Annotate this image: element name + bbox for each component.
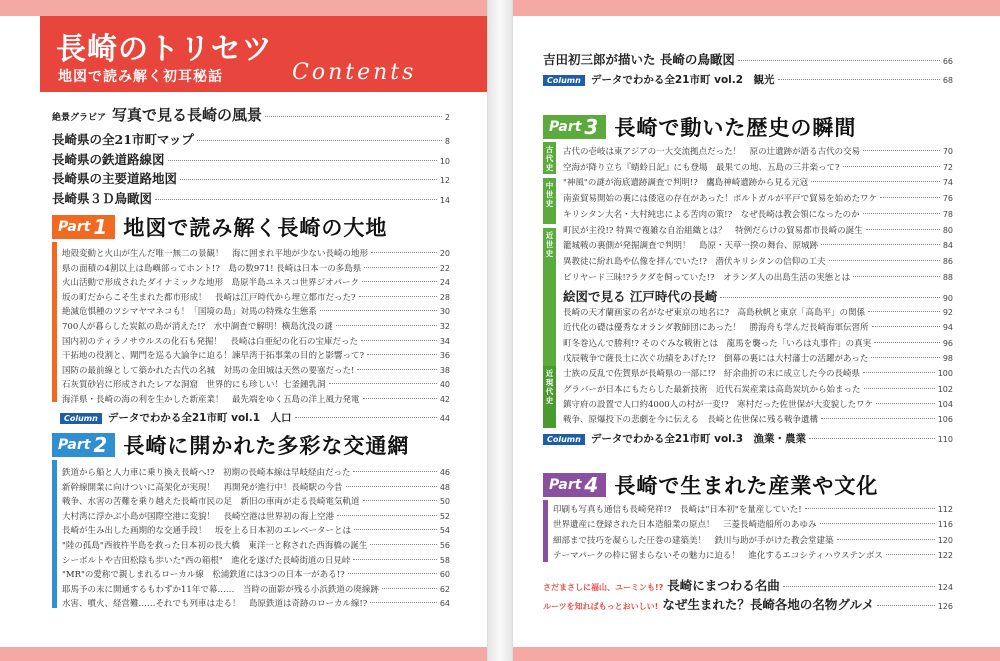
leader-dots <box>863 372 935 373</box>
toc-row-title: "MR"の愛称で親しまれるローカル線 松浦鉄道には3つの日本一がある!? <box>62 570 345 581</box>
toc-row-title: 戦争、原爆投下の悲劇を今に伝える 長崎と佐世保に残る戦争遺構 <box>563 415 819 426</box>
page-number: 24 <box>439 278 450 288</box>
toc-row[interactable] <box>62 335 450 347</box>
toc-row[interactable] <box>62 291 450 303</box>
leader-dots <box>837 539 935 540</box>
toc-row[interactable] <box>553 518 953 530</box>
page-number: 92 <box>942 308 953 317</box>
toc-row-title: 絵図で見る 江戸時代の長崎 <box>563 289 718 304</box>
part4-bar <box>543 500 548 562</box>
toc-row-gravure[interactable] <box>52 104 450 125</box>
page-number: 28 <box>439 292 450 302</box>
page-number: 72 <box>942 162 953 172</box>
part-label: Part <box>58 219 91 235</box>
page-number: 64 <box>439 599 450 609</box>
page-number: 2 <box>444 113 450 122</box>
toc-row[interactable] <box>62 393 450 405</box>
leader-dots <box>877 605 935 606</box>
page-top-bar <box>513 0 1000 16</box>
toc-row-title: 坂の町だからこそ生まれた都市形成！ 長崎は江戸時代から埋立都市だった? <box>62 292 356 303</box>
part3-tag <box>543 115 606 139</box>
page-top-bar <box>0 0 487 16</box>
toc-row[interactable] <box>543 576 953 594</box>
leader-dots <box>829 260 940 261</box>
toc-row-title: ビリヤード三昧!?ラクダを飼っていた!? オランダ人の出島生活の実態とは <box>563 272 851 283</box>
toc-row[interactable] <box>563 161 953 173</box>
right-page <box>512 0 1000 661</box>
page-number: 86 <box>942 256 953 266</box>
part-label: Part <box>549 477 582 493</box>
page-number: 88 <box>942 272 953 282</box>
part-number: 2 <box>93 433 108 457</box>
part1-bar <box>52 242 57 402</box>
toc-row-title: 700人が暮らした炭鉱の島が消えた!? 水中調査で解明！横島沈没の謎 <box>62 322 333 332</box>
column-badge: Column <box>543 75 585 86</box>
toc-row-title: 士族の反乱で佐賀県が長崎県の一部に!? 紆余曲折の末に成立した今の長崎県 <box>563 369 860 380</box>
toc-row[interactable] <box>62 524 450 536</box>
toc-row[interactable] <box>563 255 953 267</box>
page-number: 8 <box>444 137 450 146</box>
leader-dots <box>821 418 935 419</box>
toc-row[interactable] <box>563 176 953 188</box>
leader-dots <box>872 326 940 327</box>
toc-row[interactable] <box>62 495 450 507</box>
part2-bar <box>52 460 57 608</box>
toc-row[interactable] <box>563 398 953 410</box>
toc-row[interactable] <box>553 503 953 515</box>
page-number: 34 <box>439 336 450 346</box>
toc-row[interactable] <box>563 192 953 204</box>
toc-row-title: 町冬巻込んで勝利!? そのぐみな戦術とは 龍馬を襲った「いろは丸事件」の真実 <box>563 338 872 349</box>
leader-dots <box>853 276 940 277</box>
toc-row[interactable] <box>62 597 450 609</box>
part3-title: 長崎で動いた歴史の瞬間 <box>614 115 857 140</box>
toc-row-title: "神風"の謎が海底遺跡調査で判明!? 鷹島神崎遺跡から見る元寇 <box>563 178 809 189</box>
page-number: 44 <box>439 414 450 423</box>
page-number: 36 <box>439 351 450 361</box>
toc-row[interactable] <box>62 554 450 566</box>
leader-dots <box>868 311 940 312</box>
toc-row-title: "陸の孤島"西彼杵半島を救った日本初の長大橋 東洋一と称された西海橋の誕生 <box>62 541 368 551</box>
part1-heading <box>52 212 387 242</box>
toc-row-title: グラバーが日本にもたらした最新技術 近代石炭産業は高島炭坑から始まった <box>563 384 861 395</box>
column-title: データでわかる全21市町 vol.3 漁業・農業 <box>590 433 807 445</box>
toc-row[interactable] <box>62 378 450 390</box>
page-number: 110 <box>937 435 953 444</box>
part4-heading <box>543 470 878 500</box>
leader-dots <box>805 508 935 509</box>
toc-header <box>40 16 488 92</box>
toc-row[interactable] <box>62 568 450 580</box>
toc-row[interactable] <box>563 208 953 220</box>
toc-row[interactable] <box>62 305 450 317</box>
page-number: 46 <box>439 468 450 477</box>
leader-dots <box>738 60 940 61</box>
toc-row-title: 大村湾に浮かぶ小島が国際空港に変貌！ 長崎空港は世界初の海上空港 <box>62 511 335 522</box>
left-page <box>0 0 488 661</box>
part2-tag <box>52 433 115 457</box>
part2-title: 長崎に開かれた多彩な交通網 <box>123 433 410 458</box>
toc-row-title: 県の面積の4割以上は島嶼部ってホント!? 島の数971! 長崎は日本一の多島県 <box>62 263 362 274</box>
toc-row-title: 水害、噴火、経営難……それでも列車は走る！ 島原鉄道は奇跡のローカル線!? <box>62 599 368 610</box>
leader-dots <box>843 166 940 167</box>
page-number: 22 <box>439 263 450 273</box>
toc-row-title: 国防の最前線として築かれた古代の名城 対馬の金田城は天然の要塞だった! <box>62 365 355 376</box>
toc-row[interactable] <box>563 337 953 349</box>
toc-row[interactable] <box>553 534 953 546</box>
leader-dots <box>346 486 437 487</box>
toc-row[interactable] <box>62 247 450 259</box>
toc-row-title: 近代化の礎は優秀なオランダ教師団にあった！ 勝海舟も学んだ長崎海軍伝習所 <box>563 323 869 334</box>
toc-row[interactable] <box>543 50 953 68</box>
leader-dots <box>353 559 436 560</box>
page-number: 96 <box>942 338 953 348</box>
toc-row-title: 新幹線開業に向けついに高架化が実現！ 再開発が進行中！長崎駅の今昔 <box>62 482 343 493</box>
part-label: Part <box>58 437 91 453</box>
toc-row[interactable] <box>62 583 450 595</box>
toc-row-title: 世界遺産に登録された日本造船業の原点！ 三菱長崎造船所のあゆみ <box>553 520 817 531</box>
page-number: 56 <box>439 541 450 550</box>
toc-row-title: 海洋県・長崎の海の利を生かした新産業！ 最先端をゆく五島の洋上風力発電 <box>62 395 360 405</box>
toc-row-title: 異教徒に紛れ島や仏像を拝んでいた!? 潜伏キリシタンの信仰の工夫 <box>563 256 826 267</box>
page-number: 122 <box>937 550 953 560</box>
book-subtitle: 地図で読み解く初耳秘話 <box>58 69 223 85</box>
page-number: 80 <box>942 225 953 235</box>
toc-row-title: 火山活動で形成されたダイナミックな地形 島原半島ユネスコ世界ジオパーク <box>62 278 359 289</box>
era-label-early-modern: 近世史 <box>543 228 556 414</box>
page-number: 100 <box>937 369 953 379</box>
page-number: 48 <box>439 482 450 492</box>
leader-dots <box>811 181 940 182</box>
leader-dots <box>821 244 940 245</box>
leader-dots <box>778 79 940 80</box>
toc-row[interactable] <box>563 367 953 379</box>
toc-row-title: 吉田初三郎が描いた 長崎の鳥瞰図 <box>543 52 735 67</box>
era-label-modern: 近現代史 <box>543 366 556 428</box>
part4-number: 4 <box>584 473 599 497</box>
toc-row-title: 長崎県の全21市町マップ <box>52 132 194 147</box>
leader-dots <box>864 388 935 389</box>
part-number: 3 <box>584 115 599 139</box>
toc-row-title: 長崎県の鉄道路線図 <box>52 151 165 167</box>
part2-heading <box>52 430 409 460</box>
page-number: 62 <box>439 584 450 594</box>
leader-dots <box>363 398 437 399</box>
toc-row[interactable] <box>62 466 450 478</box>
toc-row-title: 地殻変動と火山が生んだ唯一無二の景観！ 海に囲まれ平地が少ない長崎の地形 <box>62 249 369 259</box>
toc-row-title: 干拓地の役割と、閘門を巡る大論争に迫る！諫早湾干拓事業の目的と影響って? <box>62 351 365 362</box>
toc-row-highlight[interactable] <box>563 287 953 305</box>
leader-dots <box>880 197 940 198</box>
era-label-medieval: 中世史 <box>543 178 556 224</box>
leader-dots <box>265 116 442 117</box>
part4-title: 長崎で生まれた産業や文化 <box>614 473 879 498</box>
leader-dots <box>371 252 437 253</box>
leader-dots <box>820 523 935 524</box>
part1-tag <box>52 215 115 239</box>
toc-row[interactable] <box>52 150 450 168</box>
page-number: 84 <box>942 241 953 251</box>
leader-dots <box>155 199 437 200</box>
toc-row-title: なぜ生まれた？長崎各地の名物グルメ <box>662 596 875 612</box>
toc-row[interactable] <box>563 145 953 157</box>
leader-dots <box>295 417 437 418</box>
page-number: 20 <box>439 249 450 258</box>
page-number: 40 <box>439 380 450 390</box>
column-badge: Column <box>543 434 585 445</box>
leader-dots <box>329 383 437 384</box>
page-number: 60 <box>439 570 450 580</box>
leader-dots <box>364 267 437 268</box>
toc-row[interactable] <box>52 130 450 148</box>
page-number: 104 <box>937 399 953 409</box>
toc-row-title: 長崎県３Ｄ鳥瞰図 <box>52 190 153 206</box>
toc-row[interactable] <box>62 364 450 376</box>
page-number: 126 <box>937 601 953 611</box>
page-number: 10 <box>439 156 450 166</box>
toc-row[interactable] <box>563 271 953 283</box>
toc-row-title: 鎮守府の設置で人口約4000人の村が一変!? 寒村だった佐世保が大変貌したワケ <box>563 399 874 410</box>
toc-row-title: 長崎が生み出した画期的な交通手段！ 坂を上る日本初のエレベーターとは <box>62 526 352 537</box>
toc-row[interactable] <box>563 383 953 395</box>
toc-row-title: シーボルトや吉田松陰も歩いた"西の箱根" 進化を遂げた長崎街道の日見峠 <box>62 555 351 566</box>
page-number: 70 <box>942 147 953 156</box>
toc-row-title: 長崎の天才蘭画家の名がなぜ東京の地名に? 高島秋帆と東京「高島平」の関係 <box>563 308 866 318</box>
leader-dots <box>866 229 940 230</box>
page-number: 42 <box>439 395 450 404</box>
leader-dots <box>197 140 442 141</box>
page-number: 102 <box>937 384 953 394</box>
toc-row-prefix: さだまさしに福山、ユーミンも!? <box>543 583 664 592</box>
toc-row-title: 古代の壱岐は東アジアの一大交流拠点だった！ 原の辻遺跡が語る古代の交易 <box>563 147 861 157</box>
toc-row-title: 絶滅危惧種のツシマヤマネコも！「国境の島」対馬の特殊な生態系 <box>62 307 317 318</box>
toc-row[interactable] <box>563 239 953 251</box>
column-badge: Column <box>60 413 102 424</box>
toc-row[interactable] <box>62 320 450 332</box>
part-number: 1 <box>93 215 108 239</box>
toc-row-title: 南蛮貿易開始の裏には倭寇の存在があった！ポルトガルが平戸で貿易を始めたワケ <box>563 194 878 205</box>
leader-dots <box>809 438 935 439</box>
leader-dots <box>168 160 437 161</box>
toc-row[interactable] <box>563 413 953 425</box>
page-number: 30 <box>439 307 450 317</box>
leader-dots <box>362 281 437 282</box>
leader-dots <box>370 544 436 545</box>
toc-row-title: 町民が主役!? 特異で複雑な自治組織とは？ 特例だらけの貿易都市長崎の誕生 <box>563 225 863 236</box>
part3-heading <box>543 112 856 142</box>
toc-row[interactable] <box>563 352 953 364</box>
page-number: 50 <box>439 497 450 507</box>
toc-row[interactable] <box>62 262 450 274</box>
toc-row-column2[interactable] <box>543 72 953 87</box>
book-title: 長崎のトリセツ <box>56 32 273 67</box>
leader-dots <box>874 342 940 343</box>
page-number: 38 <box>439 365 450 375</box>
page-number: 94 <box>942 323 953 333</box>
toc-row-title: 籠城戦の裏側が発掘調査で判明！ 島原・天草一揆の舞台、原城跡 <box>563 241 819 252</box>
part-label: Part <box>549 119 582 135</box>
part4-tag <box>543 473 606 497</box>
toc-row-title: 写真で見る長崎の風景 <box>112 106 263 124</box>
leader-dots <box>348 573 437 574</box>
toc-row[interactable] <box>62 481 450 493</box>
leader-dots <box>370 602 437 603</box>
toc-row[interactable] <box>62 276 450 288</box>
era-label-ancient: 古代史 <box>543 142 556 174</box>
toc-row-column3[interactable] <box>543 431 953 446</box>
page-number: 76 <box>942 194 953 204</box>
toc-row[interactable] <box>543 595 953 613</box>
book-gutter <box>488 0 512 661</box>
leader-dots <box>320 310 437 311</box>
leader-dots <box>354 529 437 530</box>
page-number: 112 <box>937 505 953 514</box>
toc-row[interactable] <box>563 224 953 236</box>
toc-row-title: 国内初のティラノサウルスの化石も発掘！ 長崎は白亜紀の化石の宝庫だった <box>62 336 359 347</box>
leader-dots <box>871 357 939 358</box>
leader-dots <box>357 369 436 370</box>
leader-dots <box>863 213 940 214</box>
toc-row-title: テーマパークの枠に留まらないその魅力に迫る！ 進化するエコシティハウステンボス <box>553 550 883 561</box>
toc-row-title: 石灰質砂岩に形成されたレアな洞窟 世界的にも珍しい！七釜鍾乳洞 <box>62 380 326 391</box>
leader-dots <box>359 296 437 297</box>
toc-row-title: 空海が降り立ち『蜻蛉日記』にも登場 最果ての地、五島の三井楽って? <box>563 162 840 173</box>
leader-dots <box>886 554 935 555</box>
page-number: 120 <box>937 535 953 545</box>
toc-row-title: 戦争、水害の苦難を乗り越えた長崎市民の足 新旧の車両が走る長崎電気軌道 <box>62 497 360 508</box>
page-number: 124 <box>937 583 953 592</box>
toc-row-title: 長崎にまつわる名曲 <box>667 578 780 593</box>
column-title: データでわかる全21市町 vol.2 観光 <box>590 74 775 86</box>
leader-dots <box>363 500 437 501</box>
page-number: 116 <box>937 520 953 530</box>
page-number: 14 <box>439 195 450 205</box>
column-title: データでわかる全21市町 vol.1 人口 <box>107 412 292 424</box>
leader-dots <box>361 340 437 341</box>
toc-row[interactable] <box>62 349 450 361</box>
leader-dots <box>382 588 437 589</box>
page-number: 106 <box>937 415 953 425</box>
leader-dots <box>180 179 437 180</box>
toc-row[interactable] <box>563 306 953 318</box>
page-number: 58 <box>439 555 450 565</box>
leader-dots <box>876 403 935 404</box>
toc-row[interactable] <box>62 510 450 522</box>
toc-row[interactable] <box>62 539 450 551</box>
leader-dots <box>783 586 935 587</box>
toc-row-title: 長崎県の主要道路地図 <box>52 171 178 186</box>
leader-dots <box>367 354 437 355</box>
page-number: 78 <box>942 209 953 219</box>
toc-row[interactable] <box>52 169 450 187</box>
toc-row-column1[interactable] <box>60 410 450 425</box>
toc-row-title: 印刷も写真も通信も長崎発祥!? 長崎は"日本初"を量産していた! <box>553 505 802 515</box>
page-number: 12 <box>439 176 450 185</box>
toc-row[interactable] <box>563 321 953 333</box>
leader-dots <box>720 297 939 298</box>
toc-row-title: キリシタン大名・大村純忠による苦肉の策!? なぜ長崎は教会領になったのか <box>563 209 860 220</box>
toc-row[interactable] <box>52 189 450 207</box>
toc-row-title: 細部まで技巧を凝らした圧巻の建築美！ 鉄川与助が手がけた教会堂建築 <box>553 535 834 546</box>
leader-dots <box>353 471 436 472</box>
toc-row-prefix: ルーツを知ればもっとおいしい! <box>543 601 659 611</box>
leader-dots <box>863 150 940 151</box>
page-number: 54 <box>439 526 450 536</box>
contents-label: Contents <box>292 60 417 85</box>
page-number: 68 <box>942 76 953 85</box>
toc-row-title: 耶馬予の末に開通するもわずか11年で幕…… 当時の面影が残る小浜鉄道の廃線跡 <box>62 584 379 595</box>
toc-row-title: 鉄道から船と人力車に乗り換え長崎へ!? 初期の長崎本線は早岐経由だった <box>62 468 351 478</box>
gravure-tag: 絶景グラビア <box>52 113 107 123</box>
part1-title: 地図で読み解く長崎の大地 <box>123 215 388 240</box>
toc-row-title: 戊辰戦争で薩長土に次ぐ功績をあげた!? 倒幕の裏には大村藩士の活躍があった <box>563 353 869 364</box>
leader-dots <box>337 515 437 516</box>
toc-row[interactable] <box>553 549 953 561</box>
page-number: 74 <box>942 178 953 188</box>
page-number: 90 <box>942 294 953 303</box>
leader-dots <box>336 325 437 326</box>
page-bottom-bar <box>513 647 1000 661</box>
page-number: 32 <box>439 322 450 331</box>
page-bottom-bar <box>0 647 487 661</box>
page-number: 98 <box>942 353 953 363</box>
page-number: 66 <box>942 57 953 66</box>
page-number: 52 <box>439 511 450 521</box>
